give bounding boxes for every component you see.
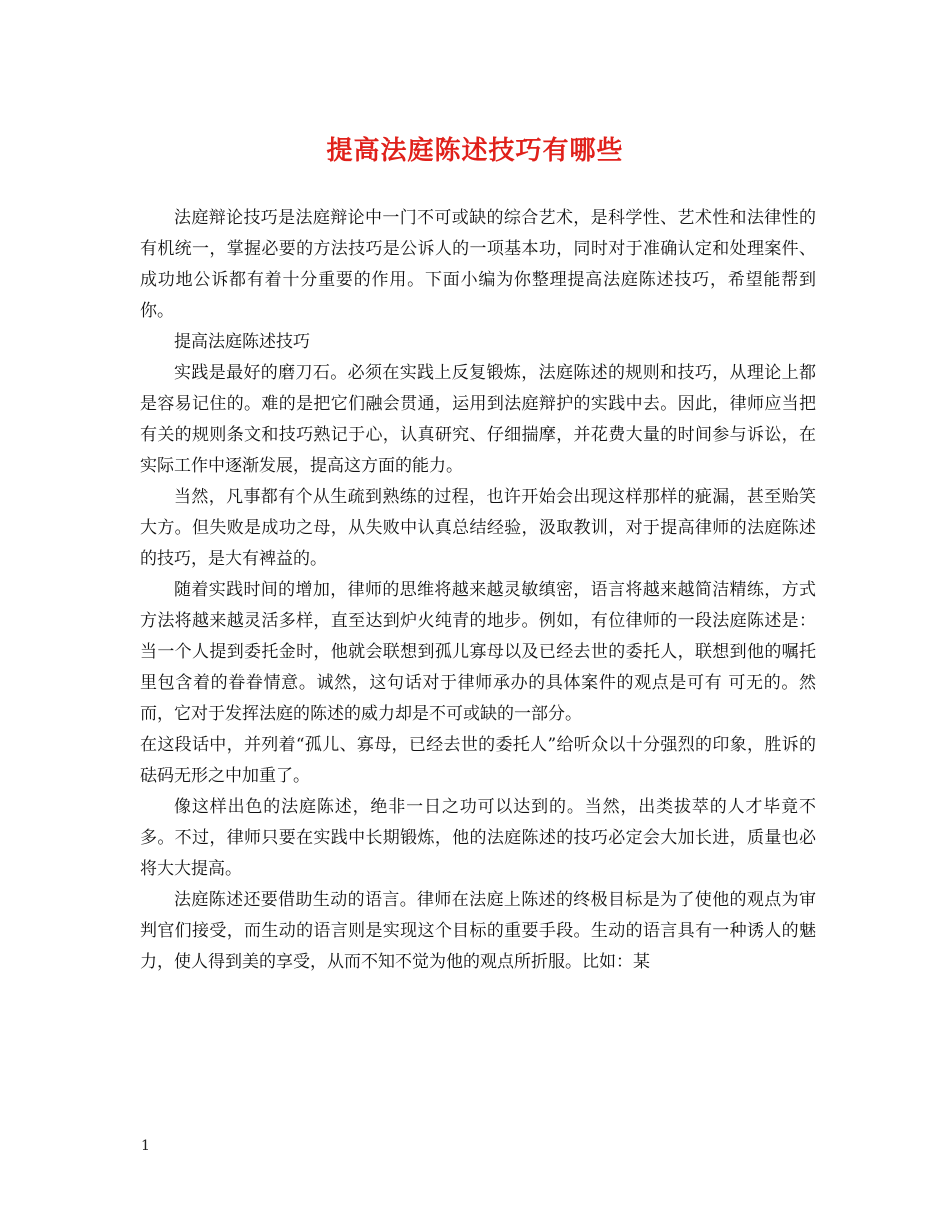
paragraph-experience: 随着实践时间的增加，律师的思维将越来越灵敏缜密，语言将越来越简洁精练，方式方法将越来越灵活多样，直至达到炉火纯青的地步。例如，有位律师的一段法庭陈述是：当一个人提到委托金时，他就会联想到孤儿寡母以及已经去世的委托人，联想到他的嘱托里包含着的眷眷情意。诚然，这句话对于律师承办的具体案件的观点是可有 可无的。然而，它对于发挥法庭的陈述的威力却是不可或缺的一部分。 [140,580,816,724]
document-body [140,203,816,978]
section-heading: 提高法庭陈述技巧 [174,332,310,352]
paragraph-failure: 当然，凡事都有个从生疏到熟练的过程，也许开始会出现这样那样的疵漏，甚至贻笑大方。但失败是成功之母，从失败中认真总结经验，汲取教训，对于提高律师的法庭陈述的技巧，是大有裨益的。 [140,487,816,569]
paragraph-excellence: 像这样出色的法庭陈述，绝非一日之功可以达到的。当然，出类拔萃的人才毕竟不多。不过，律师只要在实践中长期锻炼，他的法庭陈述的技巧必定会大加长进，质量也必将大大提高。 [140,797,816,879]
page-number: 1 [141,1138,150,1154]
paragraph-language: 法庭陈述还要借助生动的语言。律师在法庭上陈述的终极目标是为了使他的观点为审判官们接受，而生动的语言则是实现这个目标的重要手段。生动的语言具有一种诱人的魅力，使人得到美的享受，从而不知不觉为他的观点所折服。比如：某 [140,890,816,972]
document-title: 提高法庭陈述技巧有哪些 [326,136,624,166]
paragraph-practice: 实践是最好的磨刀石。必须在实践上反复锻炼，法庭陈述的规则和技巧，从理论上都是容易记住的。难的是把它们融会贯通，运用到法庭辩护的实践中去。因此，律师应当把有关的规则条文和技巧熟记于心，认真研究、仔细揣摩，并花费大量的时间参与诉讼，在实际工作中逐渐发展，提高这方面的能力。 [140,363,816,476]
paragraph-intro: 法庭辩论技巧是法庭辩论中一门不可或缺的综合艺术，是科学性、艺术性和法律性的有机统一，掌握必要的方法技巧是公诉人的一项基本功，同时对于准确认定和处理案件、成功地公诉都有着十分重要的作用。下面小编为你整理提高法庭陈述技巧，希望能帮到你。 [140,208,816,321]
paragraph-example-note: 在这段话中，并列着“孤儿、寡母，已经去世的委托人”给听众以十分强烈的印象，胜诉的砝码无形之中加重了。 [140,735,816,786]
